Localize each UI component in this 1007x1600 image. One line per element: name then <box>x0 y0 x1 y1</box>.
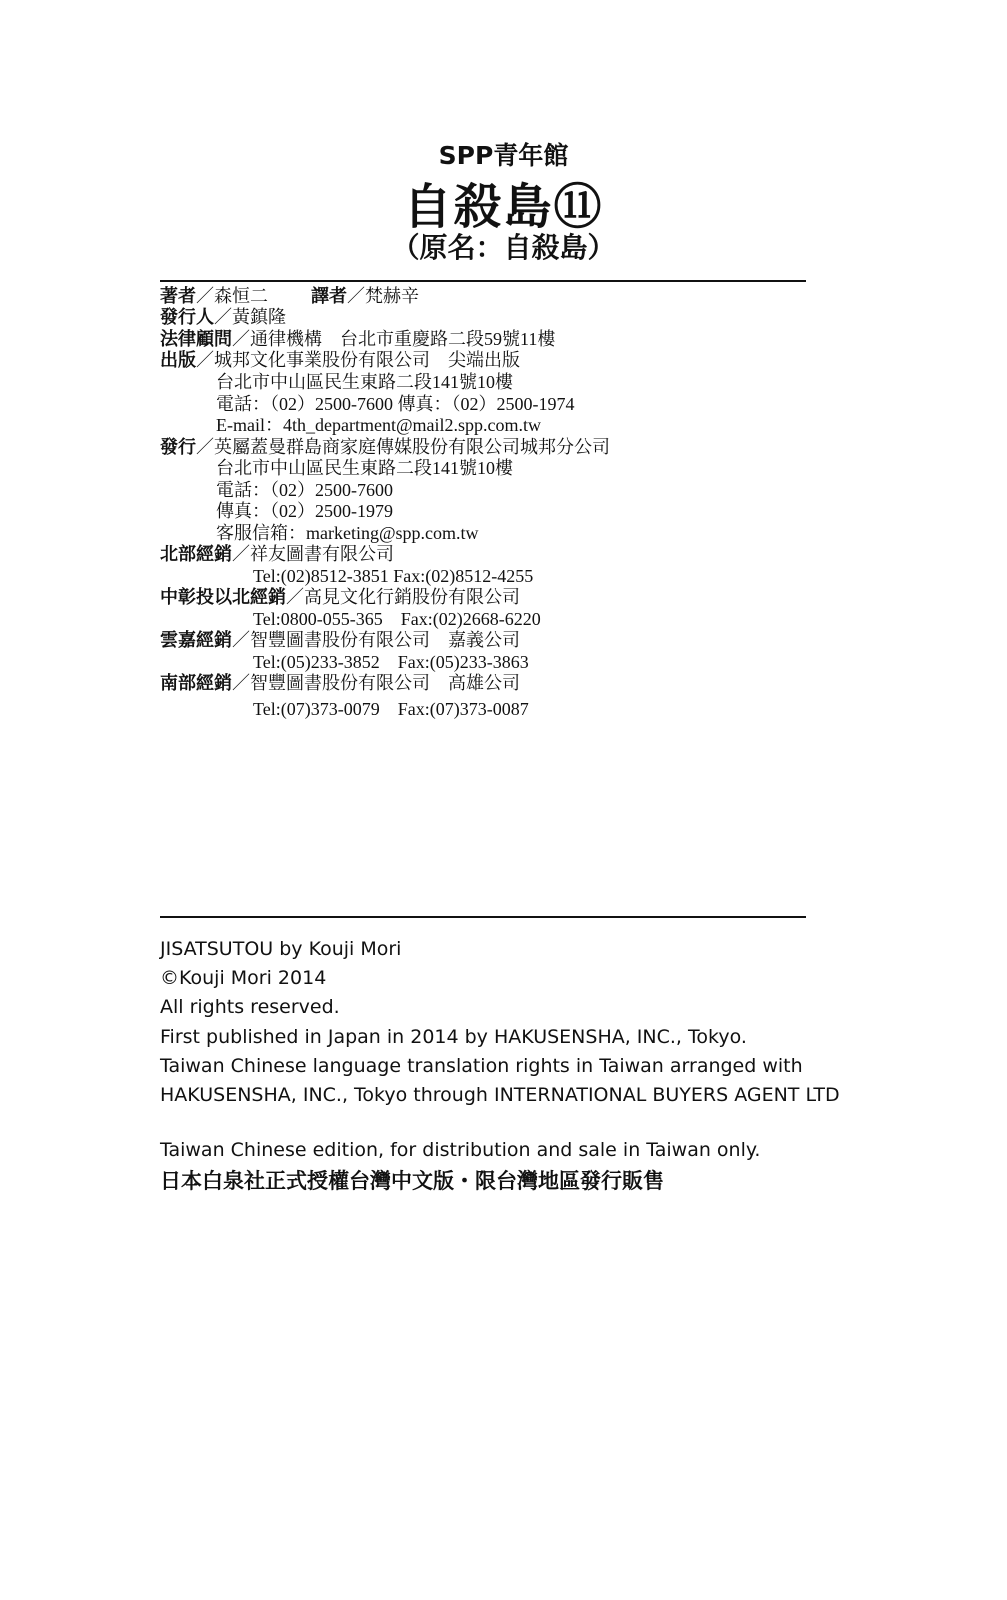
author-name: ／森恒二 <box>196 286 268 306</box>
translator-name: ／梵赫辛 <box>347 286 419 306</box>
rights-line-5: Taiwan Chinese language translation rights in Taiwan arranged with <box>160 1055 803 1077</box>
central-contact: Tel:0800-055-365 Fax:(02)2668-6220 <box>253 609 541 629</box>
distrib-tel: 電話：（02）2500-7600 <box>216 480 393 500</box>
rights-line-3: All rights reserved. <box>160 996 340 1018</box>
credit-north-distributor <box>160 544 394 566</box>
rights-line-7: Taiwan Chinese edition, for distribution and sale in Taiwan only. <box>160 1139 761 1161</box>
author-label: 著者 <box>160 286 196 307</box>
credit-publisher-person <box>160 307 286 329</box>
distrib-fax: 傳真：（02）2500-1979 <box>216 501 393 521</box>
publish-email: E-mail：4th_department@mail2.spp.com.tw <box>216 415 542 435</box>
distrib-value: ／英屬蓋曼群島商家庭傳媒股份有限公司城邦分公司 <box>196 437 610 457</box>
publish-value: ／城邦文化事業股份有限公司 尖端出版 <box>196 350 520 370</box>
north-value: ／祥友圖書有限公司 <box>232 544 394 564</box>
book-title: 自殺島⑪ <box>403 179 604 235</box>
publish-label: 出版 <box>160 350 196 371</box>
publisher-person-name: ／黃鎮隆 <box>214 307 286 327</box>
translator-label: 譯者 <box>311 286 347 307</box>
rights-line-4: First published in Japan in 2014 by HAKUSENSHA, INC., Tokyo. <box>160 1026 747 1048</box>
south-label: 南部經銷 <box>160 673 232 694</box>
series-name: SPP青年館 <box>438 141 569 170</box>
legal-label: 法律顧問 <box>160 329 232 350</box>
rights-line-2: ©Kouji Mori 2014 <box>160 967 327 989</box>
credit-south-distributor <box>160 673 520 695</box>
central-value: ／高見文化行銷股份有限公司 <box>286 587 520 607</box>
north-contact: Tel:(02)8512-3851 Fax:(02)8512-4255 <box>253 566 534 586</box>
credit-yunjia-distributor <box>160 630 520 652</box>
credit-legal <box>160 329 555 351</box>
central-label: 中彰投以北經銷 <box>160 587 286 608</box>
south-contact: Tel:(07)373-0079 Fax:(07)373-0087 <box>253 699 529 719</box>
legal-value: ／通律機構 台北市重慶路二段59號11樓 <box>232 329 556 349</box>
credit-central-distributor <box>160 587 520 609</box>
rights-line-1: JISATSUTOU by Kouji Mori <box>160 938 402 960</box>
yunjia-value: ／智豐圖書股份有限公司 嘉義公司 <box>232 630 520 650</box>
south-value: ／智豐圖書股份有限公司 高雄公司 <box>232 673 520 693</box>
north-label: 北部經銷 <box>160 544 232 565</box>
distrib-service-email: 客服信箱：marketing@spp.com.tw <box>216 523 479 543</box>
original-title: （原名：自殺島） <box>391 231 616 264</box>
bottom-divider <box>160 916 806 918</box>
credit-publish <box>160 350 520 372</box>
publish-address: 台北市中山區民生東路二段141號10樓 <box>216 372 513 392</box>
publish-tel-fax: 電話：（02）2500-7600 傳真：（02）2500-1974 <box>216 394 575 414</box>
rights-line-6: HAKUSENSHA, INC., Tokyo through INTERNATIONAL BUYERS AGENT LTD <box>160 1084 840 1106</box>
rights-line-8-chinese: 日本白泉社正式授權台灣中文版・限台灣地區發行販售 <box>160 1169 664 1193</box>
publisher-person-label: 發行人 <box>160 307 214 328</box>
credit-author-translator <box>160 286 419 308</box>
credit-distribution <box>160 437 610 459</box>
distrib-label: 發行 <box>160 437 196 458</box>
top-divider <box>160 280 806 282</box>
distrib-address: 台北市中山區民生東路二段141號10樓 <box>216 458 513 478</box>
yunjia-label: 雲嘉經銷 <box>160 630 232 651</box>
yunjia-contact: Tel:(05)233-3852 Fax:(05)233-3863 <box>253 652 529 672</box>
